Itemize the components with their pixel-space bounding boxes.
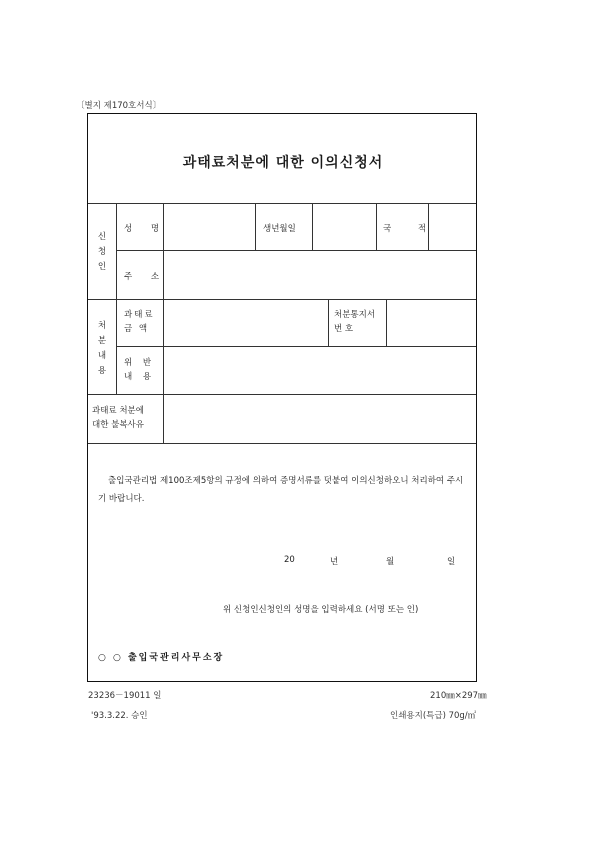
date-month-unit: 월	[386, 557, 395, 567]
divider	[88, 443, 476, 444]
notice-number-field[interactable]	[387, 300, 476, 346]
violation-label: 위 반 내 용	[124, 358, 156, 382]
paper-size: 210㎜×297㎜	[430, 691, 487, 701]
form-title: 과태료처분에 대한 이의신청서	[182, 155, 384, 171]
day-field[interactable]	[400, 552, 444, 566]
year-field[interactable]	[296, 552, 328, 566]
objection-form	[87, 113, 477, 682]
statement-text: 출입국관리법 제100조제5항의 규정에 의하여 증명서류를 덧붙여 이의신청하오니 처리하여 주시기 바랍니다.	[98, 476, 464, 504]
office-name: ○ ○ 출입국관리사무소장	[98, 653, 225, 663]
objection-reason-label: 과태료 처분에 대한 불복사유	[92, 406, 144, 430]
date-day-unit: 일	[447, 557, 456, 567]
objection-reason-field[interactable]	[164, 395, 476, 442]
paper-type: 인쇄용지(특급) 70g/㎡	[390, 711, 477, 721]
birthdate-field[interactable]	[313, 204, 375, 250]
divider	[255, 203, 256, 250]
month-field[interactable]	[344, 552, 384, 566]
nationality-label: 국 적	[383, 224, 439, 234]
divider	[328, 299, 329, 346]
name-field[interactable]	[164, 204, 254, 250]
divider	[376, 203, 377, 250]
disposition-group-label: 처분내용	[97, 321, 107, 376]
divider	[88, 203, 476, 204]
form-code: 23236－19011 일	[88, 691, 162, 701]
fine-amount-field[interactable]	[164, 300, 327, 346]
date-year: 20	[284, 555, 295, 565]
violation-field[interactable]	[164, 347, 476, 394]
address-label: 주 소	[124, 272, 168, 282]
birthdate-label: 생년월일	[263, 224, 296, 234]
divider	[116, 203, 117, 394]
address-field[interactable]	[164, 251, 476, 298]
name-label: 성 명	[124, 224, 168, 234]
fine-amount-label: 과태료 금 액	[124, 310, 155, 334]
applicant-group-label: 신청인	[97, 232, 107, 272]
signature-line: 위 신청인신청인의 성명을 입력하세요 (서명 또는 인)	[223, 605, 419, 615]
date-year-unit: 년	[330, 557, 339, 567]
nationality-field[interactable]	[429, 204, 476, 250]
approval-date: '93.3.22. 승인	[91, 711, 148, 721]
form-number-label: 〔별지 제170호서식〕	[76, 101, 162, 111]
notice-number-label: 처분통지서 번 호	[334, 310, 376, 334]
